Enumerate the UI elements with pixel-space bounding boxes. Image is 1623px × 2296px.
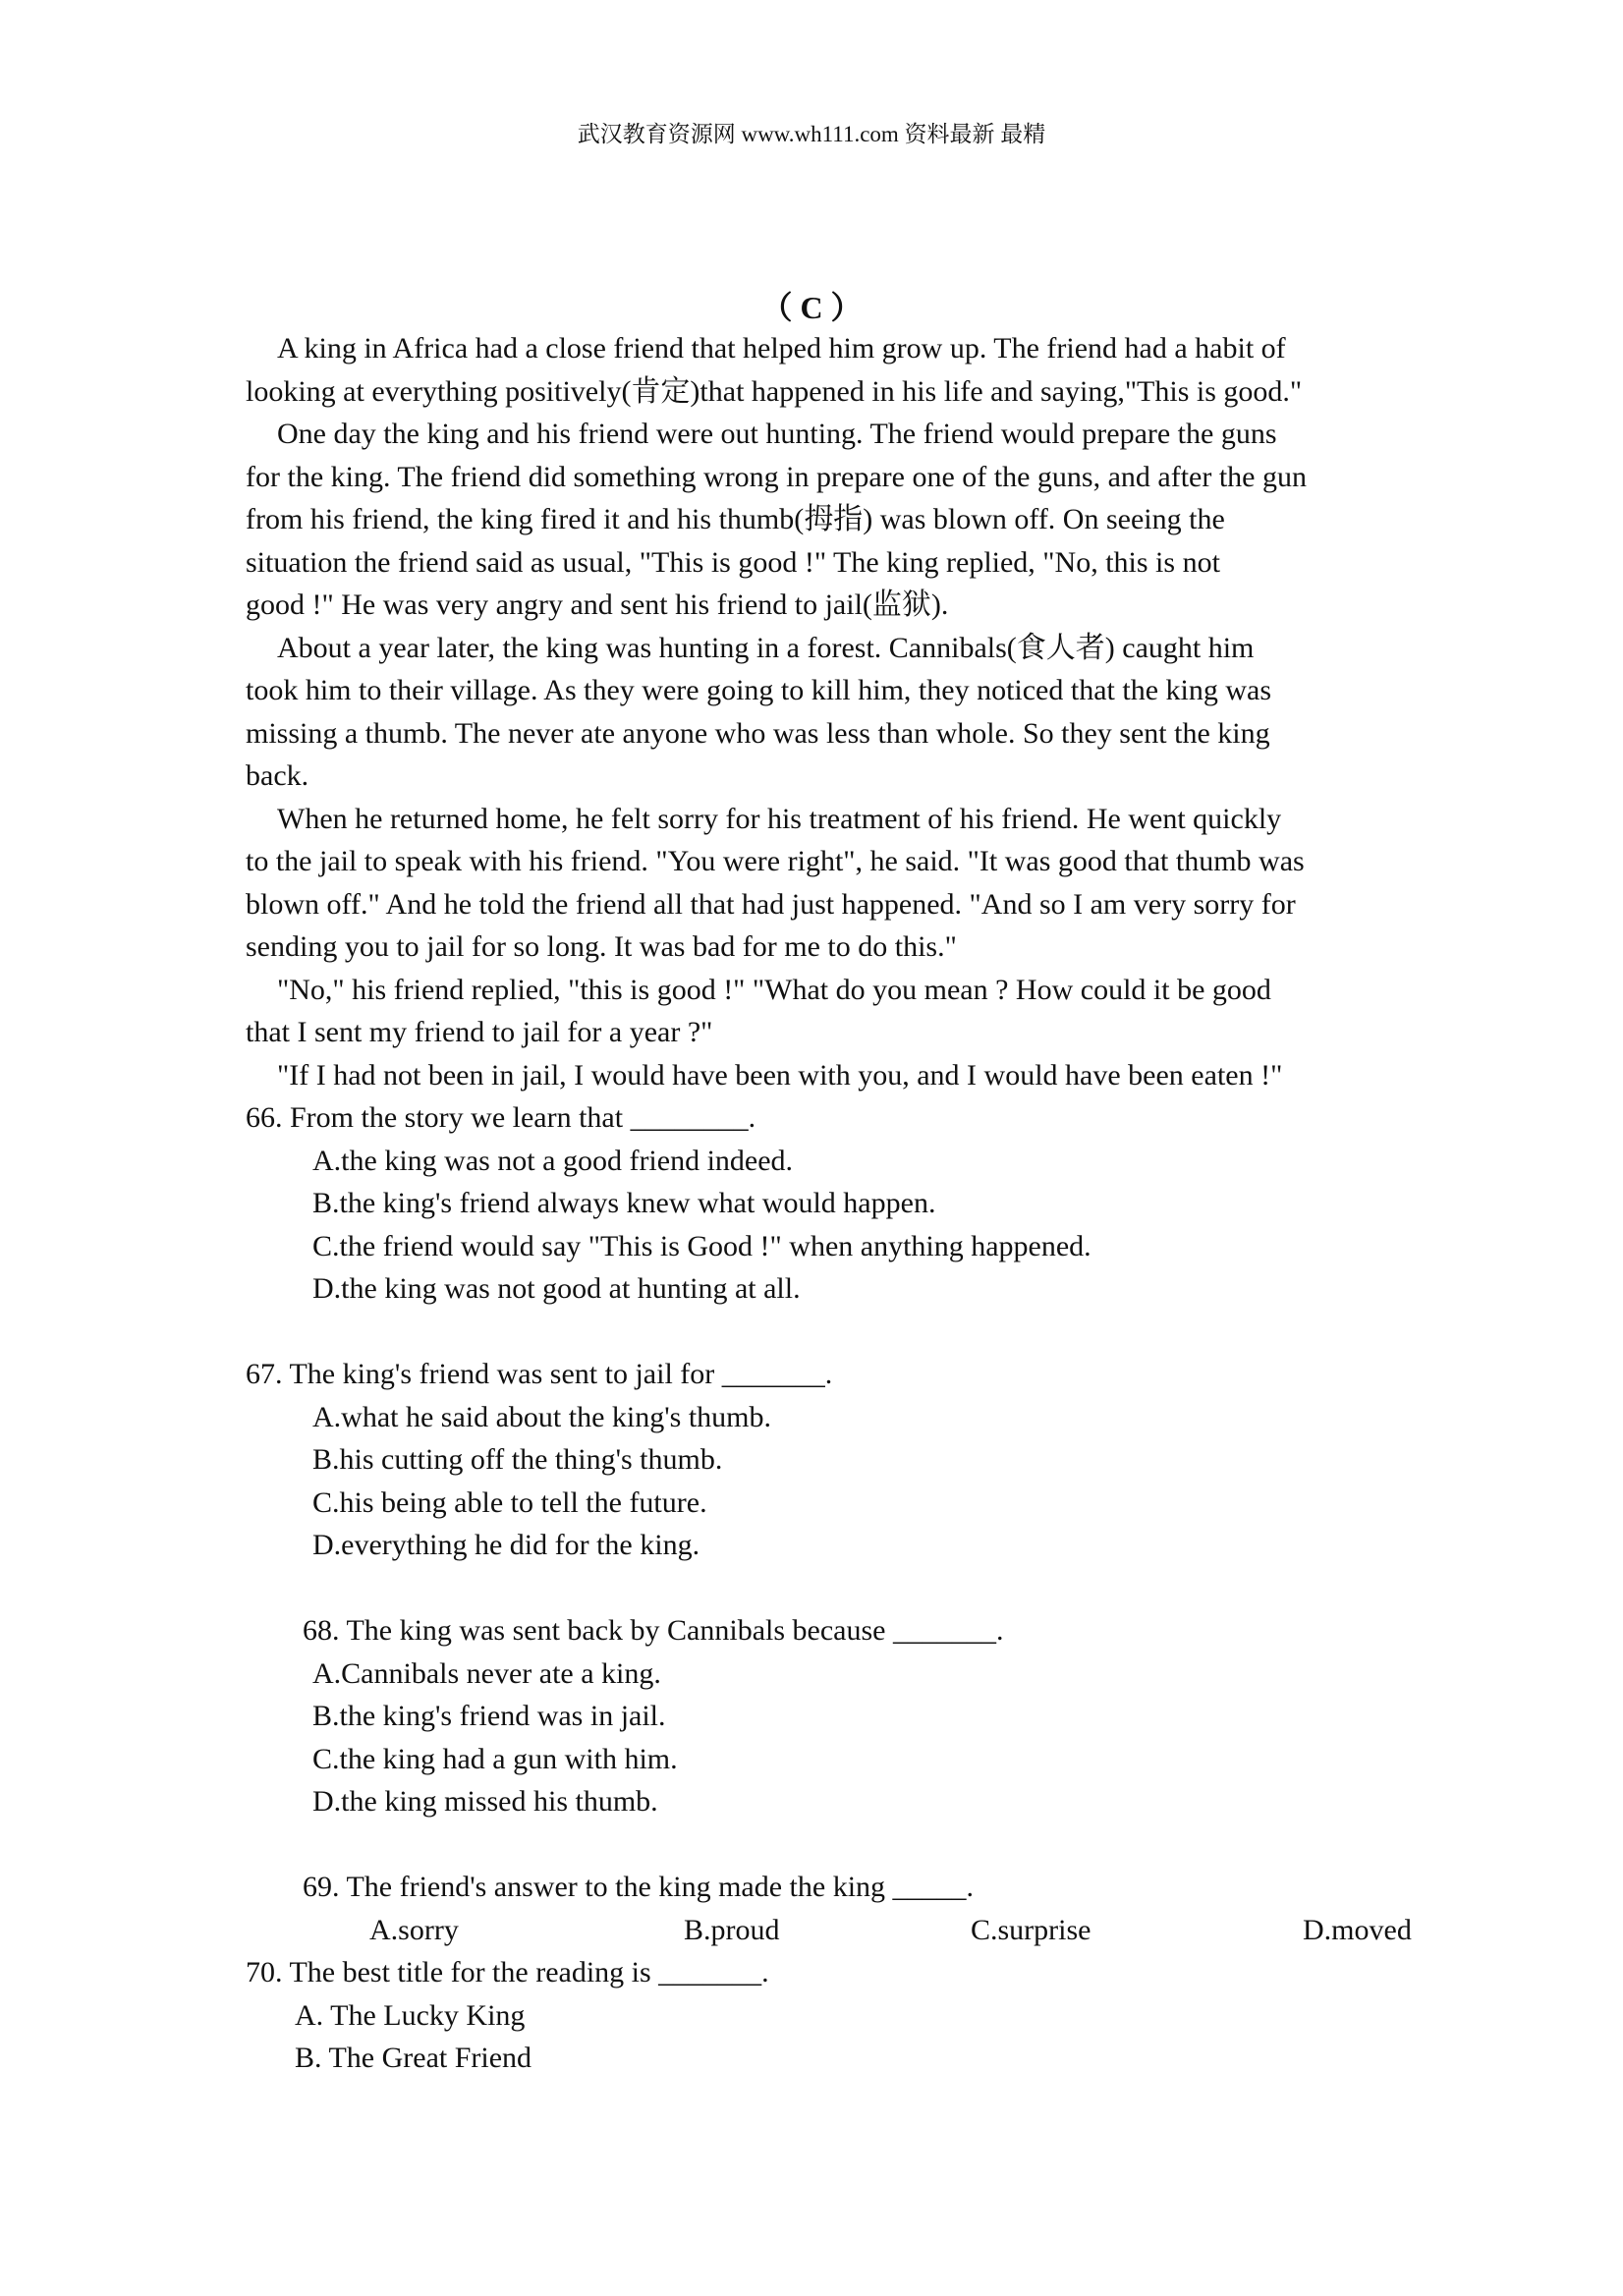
passage-line: "No," his friend replied, "this is good !" "What do you mean ? How could it be good (277, 974, 1271, 1006)
answer-option[interactable]: B.the king's friend was in jail. (312, 1700, 666, 1732)
answer-option[interactable]: B.the king's friend always knew what would happen. (312, 1187, 936, 1219)
answer-option[interactable]: D.everything he did for the king. (312, 1529, 700, 1561)
question-stem: 69. The friend's answer to the king made the king _____. (303, 1871, 975, 1903)
answer-option[interactable]: C.the king had a gun with him. (312, 1743, 678, 1775)
answer-option[interactable]: C.surprise (971, 1914, 1091, 1946)
question-stem: 66. From the story we learn that ________. (246, 1101, 756, 1134)
passage-line: One day the king and his friend were out hunting. The friend would prepare the guns (277, 418, 1277, 450)
answer-option[interactable]: D.the king missed his thumb. (312, 1785, 658, 1818)
passage-line: When he returned home, he felt sorry for his treatment of his friend. He went quickly (277, 803, 1282, 835)
answer-option[interactable]: A.what he said about the king's thumb. (312, 1401, 772, 1433)
answer-option[interactable]: B.his cutting off the thing's thumb. (312, 1443, 723, 1476)
page-header: 武汉教育资源网 www.wh111.com 资料最新 最精 (577, 122, 1046, 146)
answer-option[interactable]: B. The Great Friend (295, 2042, 532, 2074)
passage-line: blown off." And he told the friend all that had just happened. "And so I am very sorry for (246, 888, 1296, 921)
question-stem: 70. The best title for the reading is _______. (246, 1956, 769, 1988)
answer-option[interactable]: B.proud (684, 1914, 780, 1946)
passage-line: missing a thumb. The never ate anyone who was less than whole. So they sent the king (246, 717, 1270, 750)
passage-line: good !" He was very angry and sent his friend to jail(监狱). (246, 588, 949, 621)
passage-line: situation the friend said as usual, "This is good !" The king replied, "No, this is not (246, 546, 1220, 579)
answer-option[interactable]: D.moved (1303, 1914, 1412, 1946)
answer-option[interactable]: A. The Lucky King (295, 1999, 526, 2032)
answer-option[interactable]: C.the friend would say "This is Good !" when anything happened. (312, 1230, 1091, 1262)
answer-option[interactable]: A.the king was not a good friend indeed. (312, 1145, 794, 1177)
question-stem: 67. The king's friend was sent to jail for _______. (246, 1358, 833, 1390)
passage-line: back. (246, 759, 309, 792)
passage-line: "If I had not been in jail, I would have been with you, and I would have been eaten !" (277, 1059, 1283, 1092)
passage-line: that I sent my friend to jail for a year ?" (246, 1016, 713, 1048)
answer-option[interactable]: A.sorry (369, 1914, 459, 1946)
passage-line: About a year later, the king was hunting in a forest. Cannibals(食人者) caught him (277, 632, 1255, 664)
passage-line: from his friend, the king fired it and his thumb(拇指) was blown off. On seeing the (246, 503, 1225, 535)
passage-line: sending you to jail for so long. It was bad for me to do this." (246, 930, 957, 963)
answer-option[interactable]: D.the king was not good at hunting at all. (312, 1272, 801, 1305)
question-stem: 68. The king was sent back by Cannibals because _______. (303, 1614, 1004, 1647)
section-title: （ C ） (760, 290, 863, 325)
passage-line: to the jail to speak with his friend. "You were right", he said. "It was good that thumb was (246, 845, 1305, 877)
answer-option[interactable]: C.his being able to tell the future. (312, 1486, 707, 1519)
passage-line: looking at everything positively(肯定)that happened in his life and saying,"This is good." (246, 375, 1303, 408)
passage-line: A king in Africa had a close friend that helped him grow up. The friend had a habit of (277, 332, 1286, 364)
answer-option[interactable]: A.Cannibals never ate a king. (312, 1657, 661, 1690)
passage-line: took him to their village. As they were going to kill him, they noticed that the king was (246, 674, 1271, 706)
passage-line: for the king. The friend did something wrong in prepare one of the guns, and after the gun (246, 461, 1307, 493)
